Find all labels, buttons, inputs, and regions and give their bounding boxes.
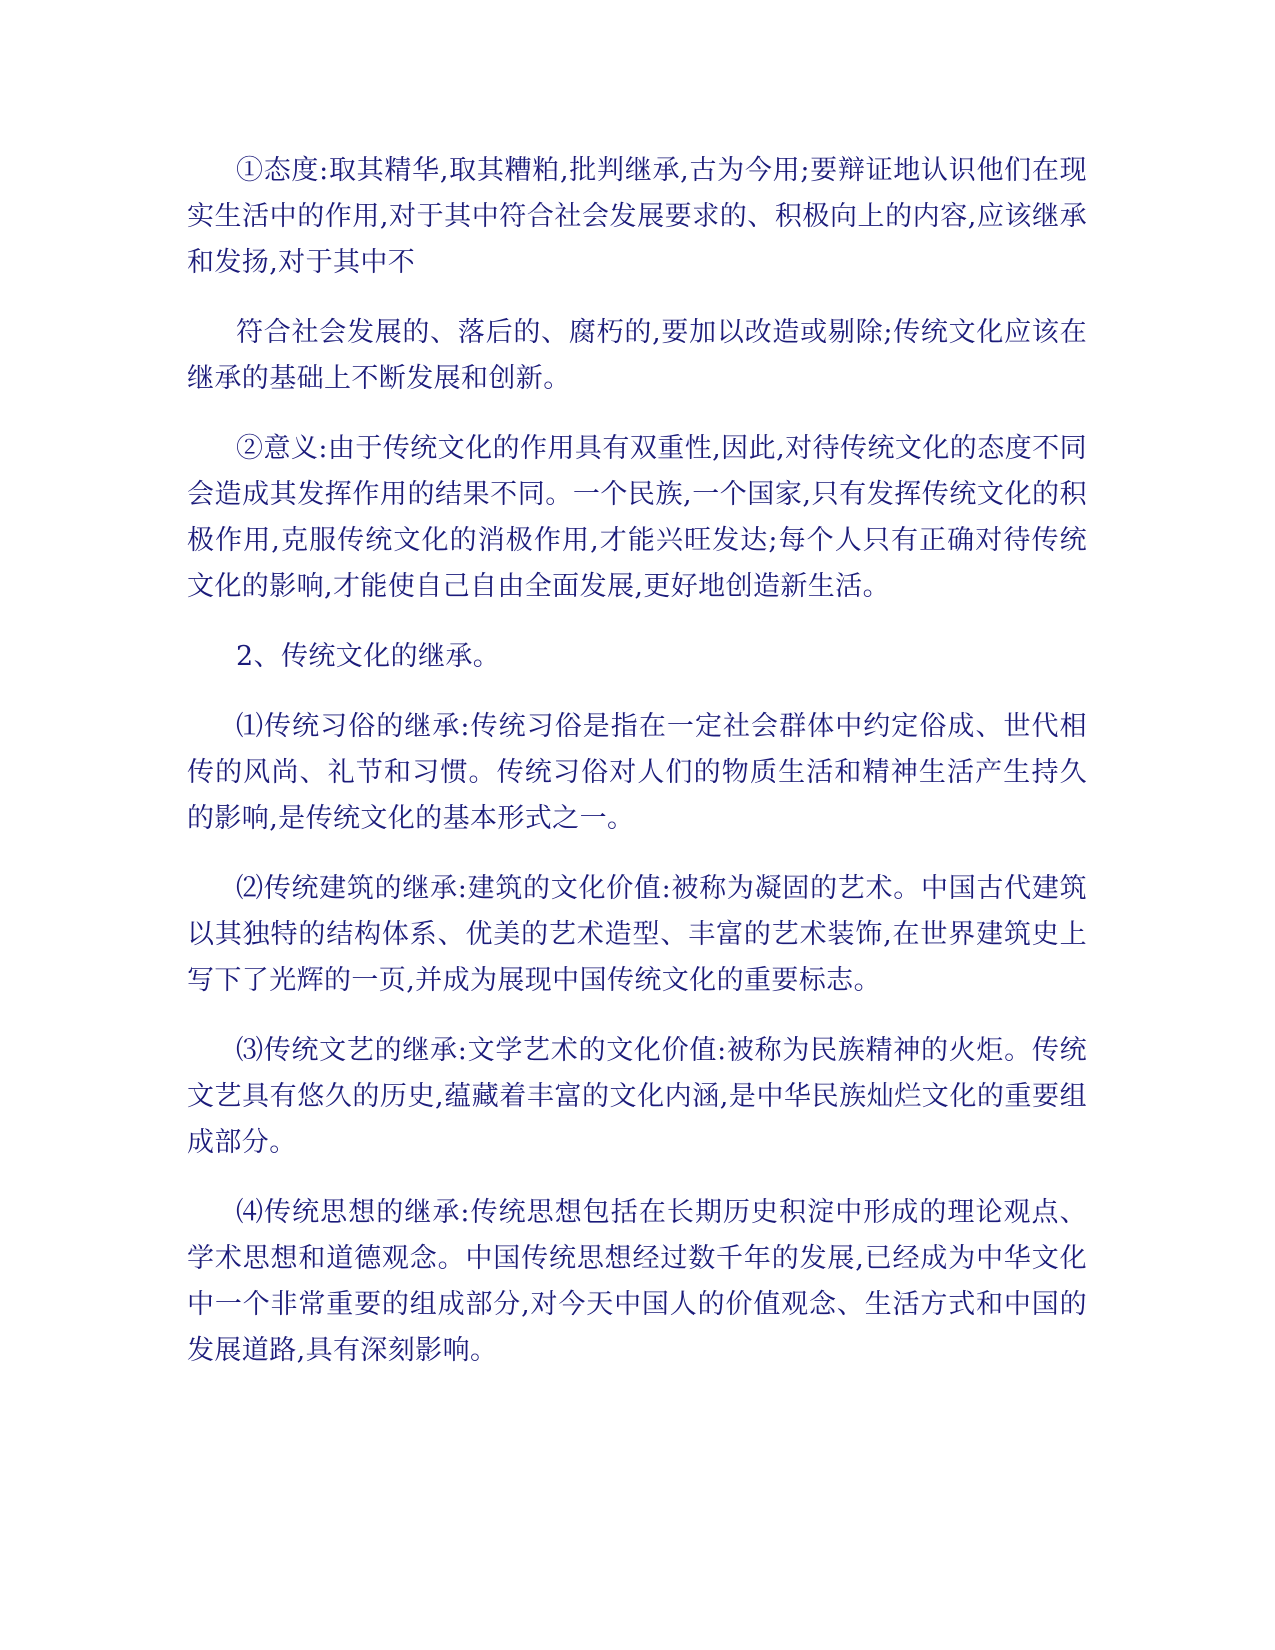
section-heading-inheritance: 2、传统文化的继承。 (236, 641, 501, 672)
paragraph-attitude-continued: 符合社会发展的、落后的、腐朽的,要加以改造或剔除;传统文化应该在继承的基础上不断发展和创新。 (187, 317, 1087, 394)
document-body (187, 148, 1087, 1398)
paragraph-architecture: ⑵传统建筑的继承:建筑的文化价值:被称为凝固的艺术。中国古代建筑以其独特的结构体系、优美的艺术造型、丰富的艺术装饰,在世界建筑史上写下了光辉的一页,并成为展现中国传统文化的重要标志。 (187, 873, 1087, 996)
paragraph-literature-art: ⑶传统文艺的继承:文学艺术的文化价值:被称为民族精神的火炬。传统文艺具有悠久的历史,蕴藏着丰富的文化内涵,是中华民族灿烂文化的重要组成部分。 (187, 1035, 1087, 1158)
paragraph-customs: ⑴传统习俗的继承:传统习俗是指在一定社会群体中约定俗成、世代相传的风尚、礼节和习惯。传统习俗对人们的物质生活和精神生活产生持久的影响,是传统文化的基本形式之一。 (187, 711, 1087, 834)
paragraph-thought: ⑷传统思想的继承:传统思想包括在长期历史积淀中形成的理论观点、学术思想和道德观念。中国传统思想经过数千年的发展,已经成为中华文化中一个非常重要的组成部分,对今天中国人的价值观念、生活方式和中国的发展道路,具有深刻影响。 (187, 1197, 1087, 1366)
paragraph-significance: ②意义:由于传统文化的作用具有双重性,因此,对待传统文化的态度不同会造成其发挥作用的结果不同。一个民族,一个国家,只有发挥传统文化的积极作用,克服传统文化的消极作用,才能兴旺发达;每个人只有正确对待传统文化的影响,才能使自己自由全面发展,更好地创造新生活。 (187, 433, 1087, 602)
paragraph-attitude: ①态度:取其精华,取其糟粕,批判继承,古为今用;要辩证地认识他们在现实生活中的作用,对于其中符合社会发展要求的、积极向上的内容,应该继承和发扬,对于其中不 (187, 155, 1087, 278)
